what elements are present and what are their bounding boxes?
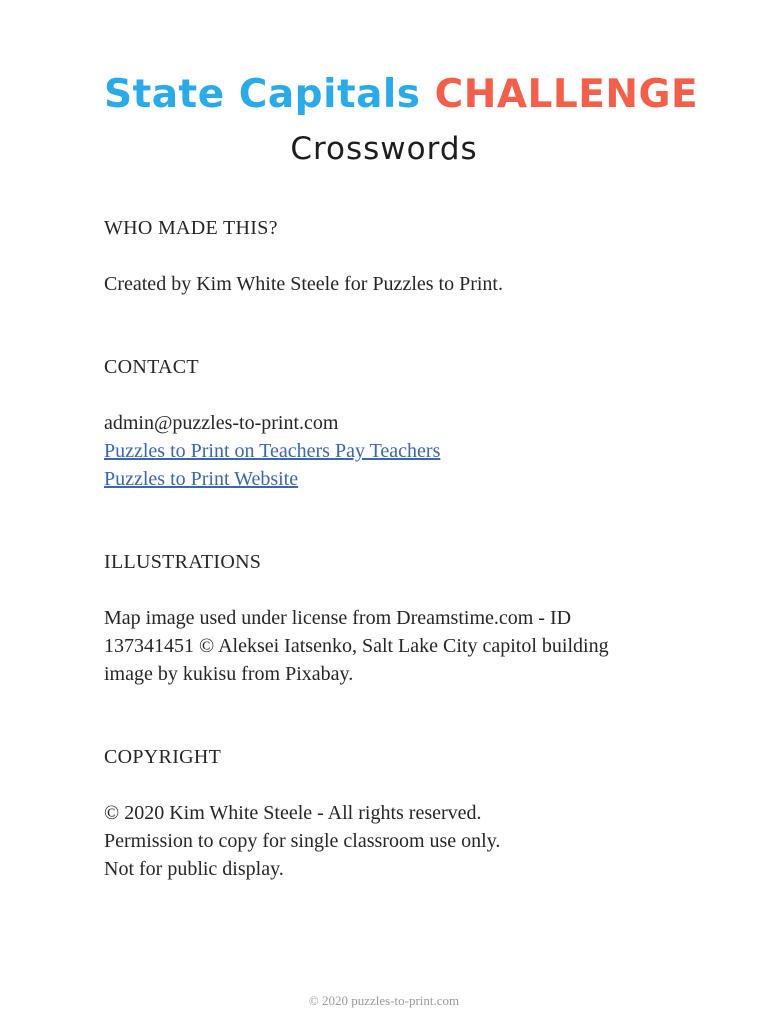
title-block bbox=[104, 72, 699, 168]
contact-email: admin@puzzles-to-print.com bbox=[104, 412, 339, 434]
copyright-text-line-3: Not for public display. bbox=[104, 858, 284, 880]
section-heading-copyright: COPYRIGHT bbox=[104, 746, 222, 768]
page-title bbox=[104, 72, 699, 118]
page-subtitle: Crosswords bbox=[290, 131, 478, 167]
section-heading-illustrations: ILLUSTRATIONS bbox=[104, 551, 262, 573]
section-illustrations bbox=[104, 548, 664, 688]
copyright-text-line-1: © 2020 Kim White Steele - All rights reserved. bbox=[104, 802, 482, 824]
section-who-made-this bbox=[104, 214, 664, 298]
puzzles-to-print-website-link[interactable]: Puzzles to Print Website bbox=[104, 468, 299, 490]
section-contact bbox=[104, 353, 664, 493]
illustrations-text-line-2: 137341451 © Aleksei Iatsenko, Salt Lake City capitol building bbox=[104, 635, 609, 657]
section-heading-contact: CONTACT bbox=[104, 356, 199, 378]
section-heading-who-made-this: WHO MADE THIS? bbox=[104, 217, 278, 239]
document-body bbox=[104, 214, 664, 883]
copyright-text-line-2: Permission to copy for single classroom use only. bbox=[104, 830, 501, 852]
contact-link-line-tpt bbox=[104, 437, 664, 465]
who-made-this-text: Created by Kim White Steele for Puzzles to Print. bbox=[104, 273, 503, 295]
section-copyright bbox=[104, 743, 664, 883]
illustrations-text-line-1: Map image used under license from Dreamstime.com - ID bbox=[104, 607, 572, 629]
illustrations-text-line-3: image by kukisu from Pixabay. bbox=[104, 663, 354, 685]
title-part-challenge: CHALLENGE bbox=[434, 72, 699, 117]
page-footer: © 2020 puzzles-to-print.com bbox=[308, 993, 460, 1008]
contact-link-line-website bbox=[104, 465, 664, 493]
title-part-state-capitals: State Capitals bbox=[104, 72, 435, 117]
teachers-pay-teachers-link[interactable]: Puzzles to Print on Teachers Pay Teachers bbox=[104, 440, 441, 462]
